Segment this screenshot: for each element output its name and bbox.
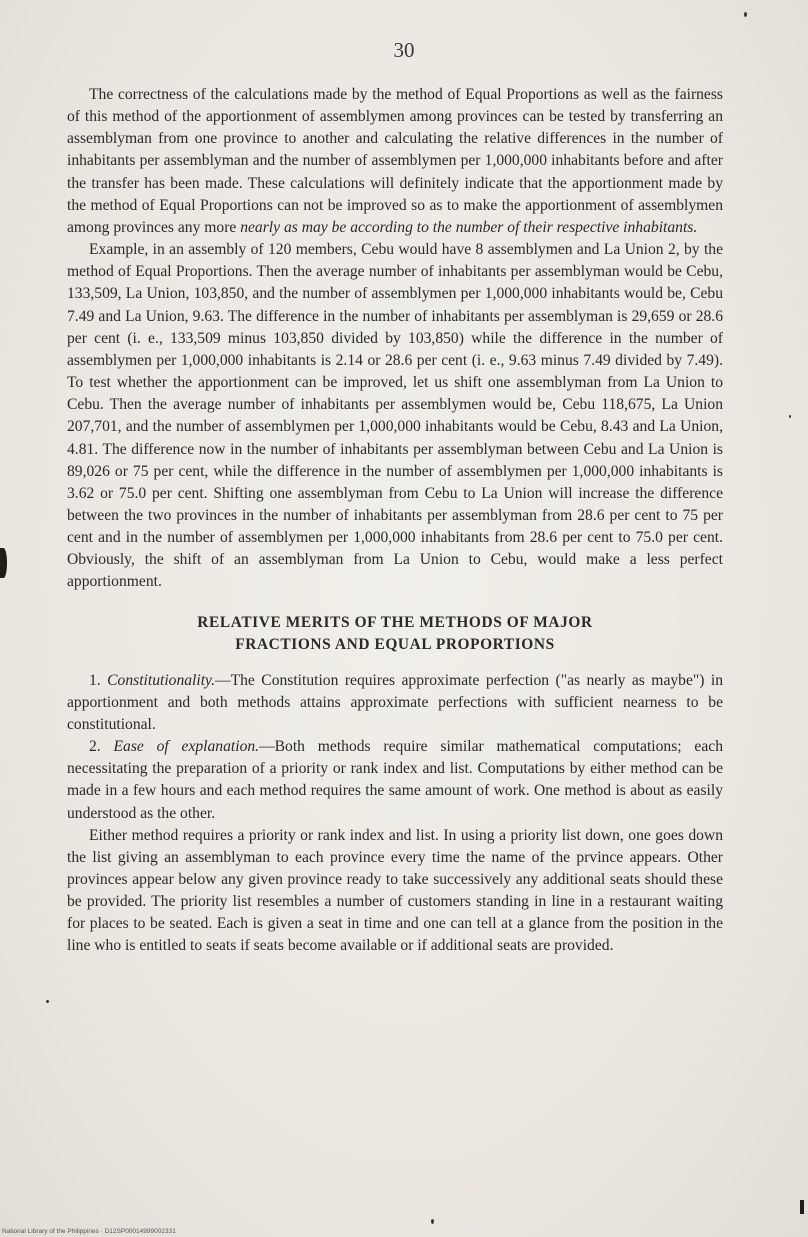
- paragraph-example: Example, in an assembly of 120 members, Cebu would have 8 assemblymen and La Union 2, by the method of Equal Proportions. Then the average number of inhabitants per assemblyman would be Cebu, 133,509, La Union, 103,850, and the number of assemblymen per 1,000,000 inhabitants would be, Cebu 7.49 and La Union, 9.63. The difference in the number of inhabitants per assemblyman is 29,659 or 28.6 per cent (i. e., 133,509 minus 103,850 divided by 103,850) while the difference in the number of assemblymen per 1,000,000 inhabitants is 2.14 or 28.6 per cent (i. e., 9.63 minus 7.49 divided by 7.49). To test whether the apportionment can be improved, let us shift one assemblyman from La Union to Cebu. Then the average number of inhabitants per assemblymen would be, Cebu 118,675, La Union 207,701, and the number of assemblymen per 1,000,000 inhabitants would be Cebu, 8.43 and La Union, 4.81. The difference now in the number of inhabitants per assemblyman between Cebu and La Union is 89,026 or 75 per cent, while the difference in the number of assemblymen per 1,000,000 inhabitants is 3.62 or 75.0 per cent. Shifting one assemblyman from Cebu to La Union will increase the difference between the two provinces in the number of inhabitants per assemblyman from 28.6 per cent to 75 per cent and in the number of assemblymen per 1,000,000 inhabitants from 28.6 per cent to 75.0 per cent. Obviously, the shift of an assemblyman from La Union to Cebu, would make a less perfect apportionment.: [67, 241, 723, 591]
- heading-line-1: RELATIVE MERITS OF THE METHODS OF MAJOR: [197, 613, 593, 631]
- item-number: 2.: [89, 738, 114, 756]
- scan-footer: National Library of the Philippines · D12SP00014999002331: [2, 1228, 176, 1235]
- speck: [744, 12, 747, 17]
- paragraph-correctness: [67, 84, 723, 239]
- section-heading: [67, 612, 723, 656]
- paragraph-constitutionality: [67, 670, 723, 736]
- item-text: —Both methods require similar mathematical computations; each necessitating the preparation of a priority or rank index and list. Computations by either method can be made in a few hours and each method requires the same amount of work. One method is about as easily understood as the other.: [67, 738, 723, 822]
- paragraph-priority-list: Either method requires a priority or rank index and list. In using a priority list down, one goes down the list giving an assemblyman to each province every time the name of the prvince appears. Other provinces appear below any given province ready to take successively any additional seats should these be provided. The priority list resembles a number of customers standing in line in a restaurant waiting for places to be seated. Each is given a seat in time and one can tell at a glance from the position in the line who is entitled to seats if seats become available or if additional seats are provided.: [67, 826, 723, 955]
- page-number: 30: [393, 38, 415, 62]
- left-edge-blot: [0, 548, 7, 578]
- item-title: Ease of explanation.: [113, 738, 260, 756]
- speck: [431, 1219, 434, 1224]
- heading-line-2: FRACTIONS AND EQUAL PROPORTIONS: [235, 635, 555, 653]
- speck: [46, 1000, 49, 1003]
- item-title: Constitutionality.: [107, 671, 216, 689]
- italic-quote: nearly as may be according to the number of their respective inhabitants.: [240, 218, 698, 236]
- speck: [789, 415, 791, 418]
- item-number: 1.: [89, 671, 108, 689]
- body-text: [67, 84, 723, 958]
- item-text: —The Constitution requires approximate perfection ("as nearly as maybe") in apportionment and both methods attains approximate perfections with sufficient nearness to be constitutional.: [67, 671, 723, 733]
- paragraph-text: The correctness of the calculations made by the method of Equal Proportions as well as the fairness of this method of the apportionment of assemblymen among provinces can be tested by transferring an assemblyman from one province to another and calculating the relative differences in the number of inhabitants per assemblyman and the number of assemblymen per 1,000,000 inhabitants before and after the transfer has been made. These calculations will definitely indicate that the apportionment made by the method of Equal Proportions can not be improved so as to make the apportionment of assemblymen among provinces any more: [67, 86, 723, 236]
- paragraph-ease-of-explanation: [67, 736, 723, 825]
- right-edge-mark: [800, 1200, 804, 1214]
